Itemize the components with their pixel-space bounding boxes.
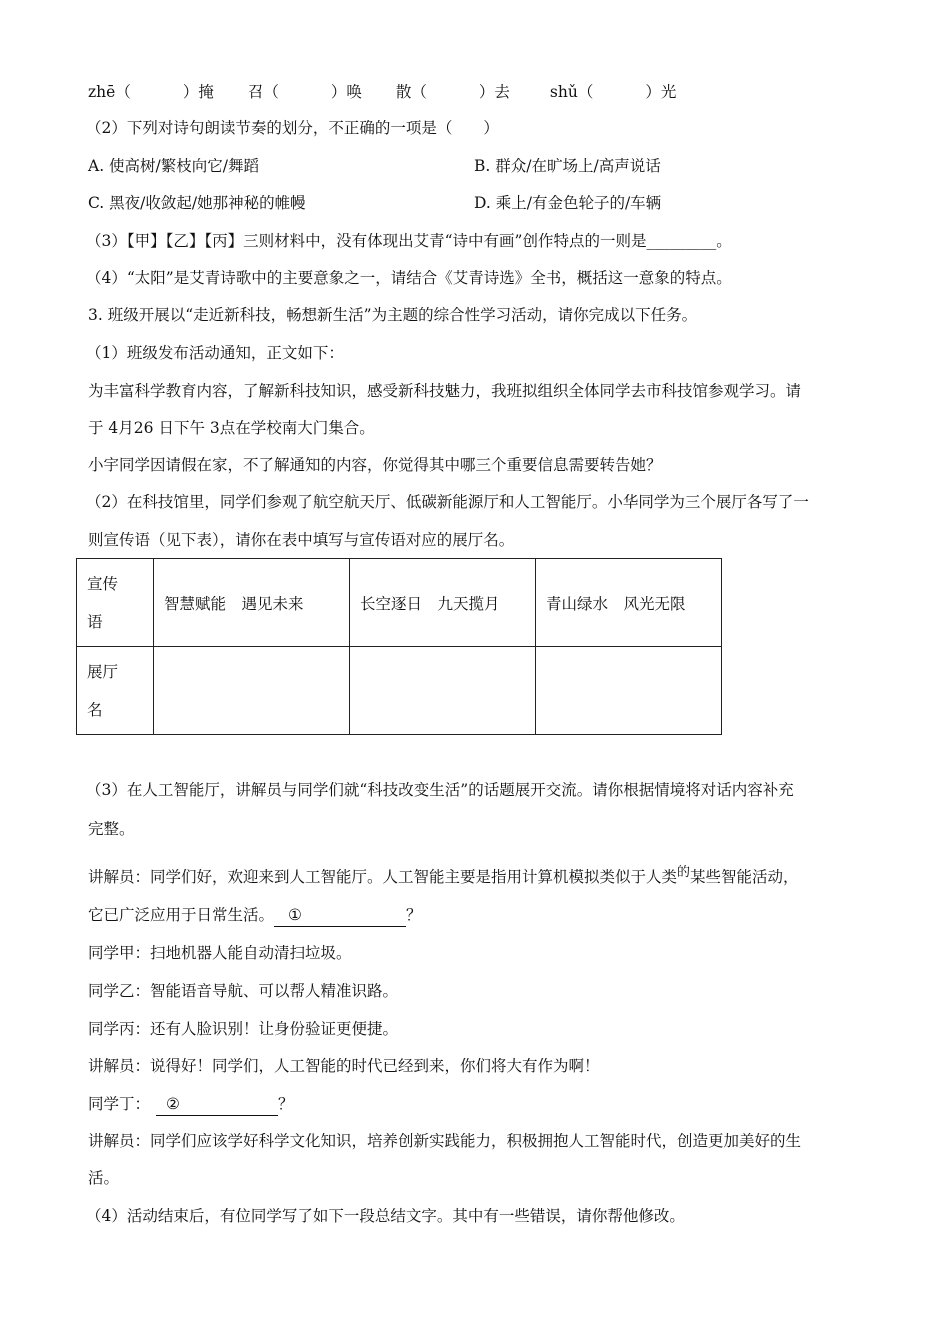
table-row-hall	[77, 647, 722, 735]
pinyin-item-2: 召（	[247, 83, 279, 101]
dialogue-student-ding: 同学丁： ② ？	[88, 1093, 294, 1116]
sub3-line-2: 完整。	[88, 820, 135, 838]
pinyin-item-4: shǔ（	[549, 83, 594, 101]
row-header-hall: 展厅 名	[77, 647, 154, 735]
item3-sub1-question: 小宇同学因请假在家，不了解通知的内容，你觉得其中哪三个重要信息需要转告她？	[88, 456, 662, 474]
pinyin-item-2-word: ）唤	[330, 83, 362, 101]
dialogue-student-bing: 同学丙：还有人脸识别！让身份验证更便捷。	[88, 1020, 399, 1038]
slogan-cell-2: 长空逐日 九天揽月	[350, 559, 536, 647]
dialogue-guide-3-line-2: 活。	[88, 1169, 120, 1187]
q2-stem: （2）下列对诗句朗读节奏的划分，不正确的一项是（ ）	[86, 119, 499, 137]
answer-blank-2[interactable]: ②	[156, 1093, 278, 1116]
q2-option-c: C. 黑夜/收敛起/她那神秘的帷幔	[88, 194, 306, 212]
answer-blank-1[interactable]: ①	[274, 904, 406, 927]
row-header-slogan: 宣传 语	[77, 559, 154, 647]
q2-option-a: A. 使高树/繁枝向它/舞蹈	[88, 157, 259, 175]
q2-option-d: D. 乘上/有金色轮子的/车辆	[474, 194, 662, 212]
slogan-table	[76, 558, 722, 735]
sub3-line-1: （3）在人工智能厅，讲解员与同学们就“科技改变生活”的话题展开交流。请你根据情境将对话内容补充	[86, 781, 794, 799]
pinyin-item-3-word: ）去	[478, 83, 510, 101]
q4-text: （4）“太阳”是艾青诗歌中的主要意象之一，请结合《艾青诗选》全书，概括这一意象的特点。	[86, 269, 732, 287]
q3-text: （3）【甲】【乙】【丙】三则材料中，没有体现出艾青“诗中有画”创作特点的一则是_________。	[86, 232, 732, 250]
pinyin-fill-line	[88, 81, 676, 103]
pinyin-item-1-word: ）掩	[182, 83, 214, 101]
pinyin-item-3: 散（	[395, 83, 427, 101]
dialogue-guide-1: 讲解员：同学们好，欢迎来到人工智能厅。人工智能主要是指用计算机模拟类似于人类$^的$某些智能活动，	[88, 865, 799, 887]
hall-name-input-3[interactable]	[536, 647, 722, 735]
slogan-cell-3: 青山绿水 风光无限	[536, 559, 722, 647]
dialogue-guide-1-cont: 它已广泛应用于日常生活。 ① ？	[88, 904, 422, 927]
q2-option-b: B. 群众/在旷场上/高声说话	[474, 157, 661, 175]
notice-line-1: 为丰富科学教育内容，了解新科技知识，感受新科技魅力，我班拟组织全体同学去市科技馆参观学习。请	[88, 382, 802, 400]
dialogue-student-yi: 同学乙：智能语音导航、可以帮人精准识路。	[88, 982, 399, 1000]
pinyin-item-4-word: ）光	[645, 83, 677, 101]
dialogue-guide-2: 讲解员：说得好！同学们，人工智能的时代已经到来，你们将大有作为啊！	[88, 1057, 600, 1075]
item3-sub2-line-1: （2）在科技馆里，同学们参观了航空航天厅、低碳新能源厅和人工智能厅。小华同学为三个展厅各写了一	[86, 493, 809, 511]
slogan-cell-1: 智慧赋能 遇见未来	[154, 559, 350, 647]
dialogue-student-jia: 同学甲：扫地机器人能自动清扫垃圾。	[88, 944, 352, 962]
hall-name-input-1[interactable]	[154, 647, 350, 735]
item3-title: 3. 班级开展以“走近新科技，畅想新生活”为主题的综合性学习活动，请你完成以下任务。	[88, 306, 698, 324]
notice-line-2: 于 4月26 日下午 3点在学校南大门集合。	[88, 419, 375, 437]
pinyin-item-1: zhē（	[88, 83, 131, 101]
item3-sub1: （1）班级发布活动通知，正文如下：	[86, 344, 344, 362]
dialogue-guide-3-line-1: 讲解员：同学们应该学好科学文化知识，培养创新实践能力，积极拥抱人工智能时代，创造更加美好的生	[88, 1132, 802, 1150]
hall-name-input-2[interactable]	[350, 647, 536, 735]
table-row-slogan	[77, 559, 722, 647]
item3-sub2-line-2: 则宣传语（见下表），请你在表中填写与宣传语对应的展厅名。	[88, 531, 515, 549]
sub4-text: （4）活动结束后，有位同学写了如下一段总结文字。其中有一些错误，请你帮他修改。	[86, 1207, 685, 1225]
